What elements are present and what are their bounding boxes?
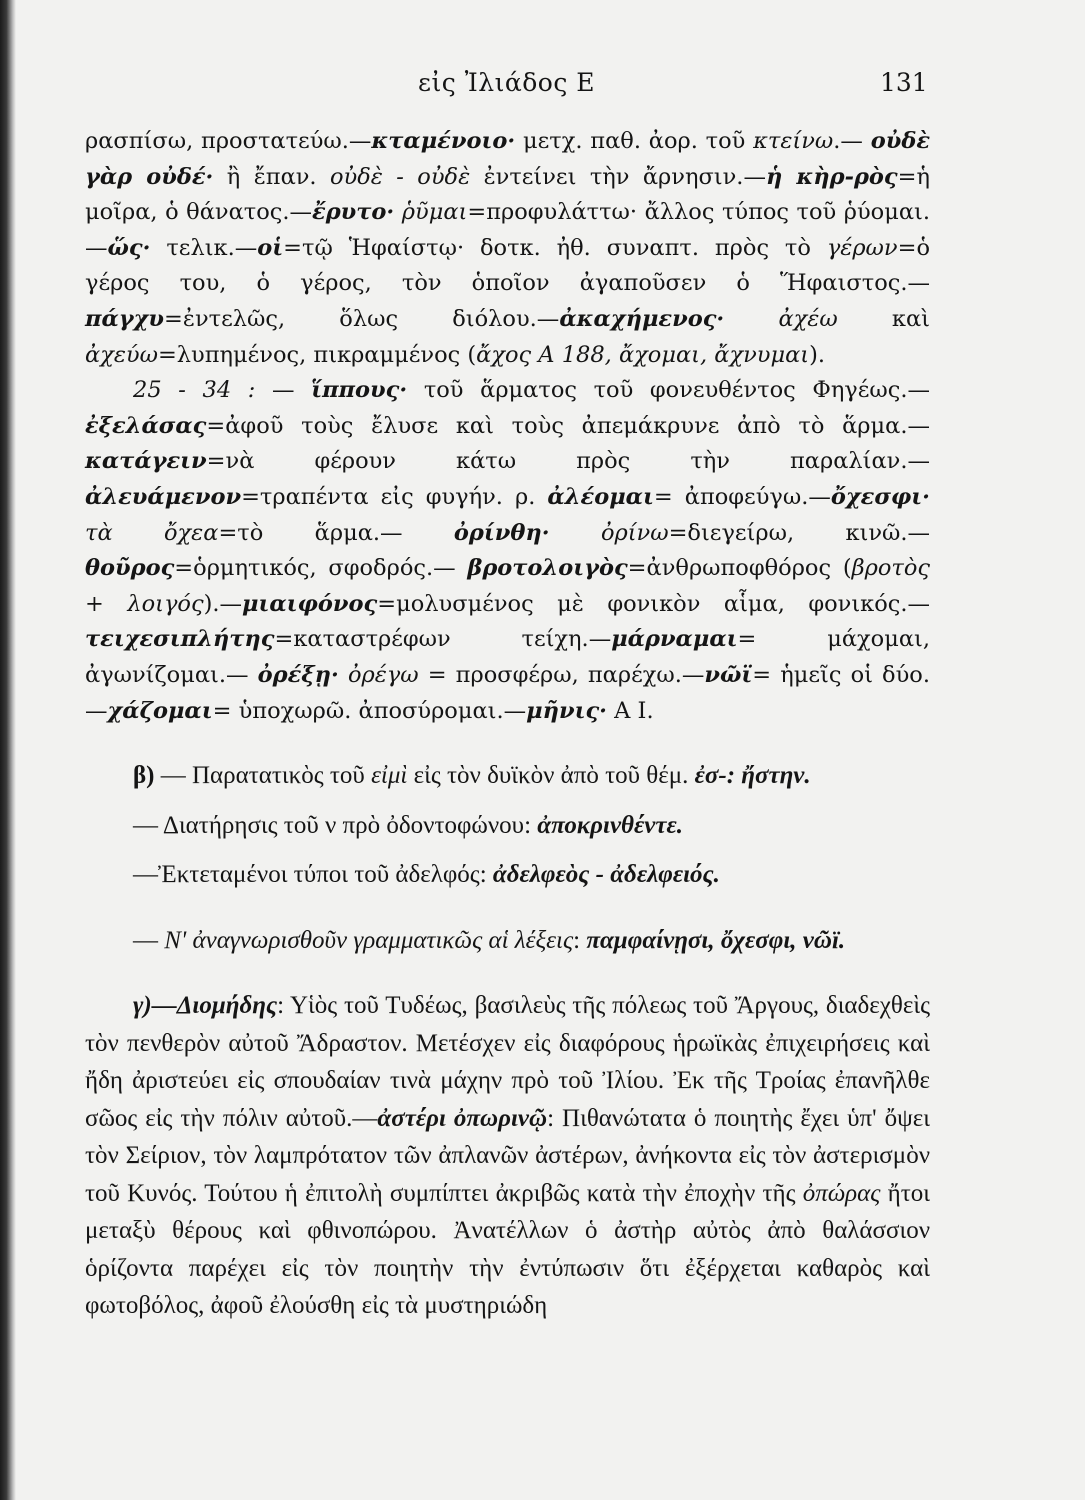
lemma-headword: μῆνις·: [526, 697, 607, 724]
text-run: =νὰ φέρουν κάτω πρὸς τὴν παραλίαν.—: [206, 448, 930, 475]
lemma-headword: ἀκαχήμενος·: [559, 305, 725, 332]
paragraph-beta-adelfos: [85, 856, 930, 894]
italic-run: τὰ ὄχεα: [85, 519, 219, 546]
text-run: : Υἱὸς τοῦ Τυδέως, βασιλεὺς τῆς πόλεως τοῦ Ἄργους, διαδεχθεὶς τὸν πενθερὸν αὐτοῦ Ἄδραστον. Μετέσχεν εἰς διαφόρους ἡρωϊκὰς ἐπιχειρήσεις καὶ ἤδη ἀριστεύει εἰς σπουδαίαν τινὰ μάχην πρὸ τοῦ Ἰλίου. Ἐκ τῆς Τροίας ἐπανῆλθε σῶος εἰς τὴν πόλιν αὐτοῦ.—: [85, 992, 930, 1132]
lemma-headword: ἐξελάσας: [85, 412, 207, 439]
italic-run: ὀρέγω: [347, 661, 419, 688]
text-run: = ἀποφεύγω.—: [653, 483, 831, 510]
text-run: = ἡμεῖς οἱ δύο.—: [85, 661, 930, 724]
text-run: — Παρατατικὸς τοῦ: [154, 762, 372, 790]
lemma-headword: παμφαίνῃσι, ὄχεσφι, νῶϊ.: [586, 926, 846, 954]
text-run: = προσφέρω, παρέχω.—: [418, 661, 705, 688]
text-run: : Πιθανώτατα ὁ ποιητὴς ἔχει ὑπ' ὄψει τὸν Σείριον, τὸν λαμπρότατον τῶν ἀπλανῶν ἀστέρων, ἀνήκοντα εἰς τὸν ἀστερισμὸν τοῦ Κυνός. Τούτου ἡ ἐπιτολὴ συμπίπτει ἀκριβῶς κατὰ τὴν ἐποχὴν τῆς: [85, 1104, 930, 1207]
text-run: —Ἐκτεταμένοι τύποι τοῦ ἀδελφός:: [133, 861, 493, 889]
paragraph-vocabulary-a: [85, 124, 930, 373]
page-gutter-shadow: [0, 0, 16, 1500]
lemma-headword: ὥς·: [107, 234, 151, 261]
text-run: =ὁρμητικός, σφοδρός.—: [174, 555, 468, 582]
lemma-headword: βροτολοιγὸς: [467, 555, 628, 582]
lemma-headword: ἀδελφεὸς - ἀδελφειός.: [492, 861, 720, 889]
section-letter: β): [133, 762, 155, 790]
italic-run: εἰμὶ: [371, 762, 408, 790]
lemma-headword: μάρναμαι: [611, 626, 738, 653]
text-run: —: [133, 926, 165, 954]
text-run: [550, 520, 601, 546]
italic-run: 25 - 34 :: [133, 377, 256, 404]
text-run: — Διατήρησις τοῦ ν πρὸ ὀδοντοφώνου:: [133, 811, 538, 839]
text-run: =διεγείρω, κινῶ.—: [668, 519, 931, 546]
lemma-headword: πάγχυ: [85, 305, 165, 332]
paragraph-beta-imperfect: [85, 757, 930, 795]
lemma-headword: χάζομαι: [107, 697, 213, 724]
text-run: = μάχομαι, ἀγωνίζομαι.—: [85, 626, 930, 688]
italic-run: ὀρίνω: [600, 519, 669, 546]
text-run: =ἀνθρωποφθόρος (: [627, 555, 852, 582]
lemma-headword: ἀποκρινθέντε.: [537, 811, 683, 839]
text-run: =ἡ μοῖρα, ὁ θάνατος.—: [85, 163, 930, 226]
text-run: εἰς τὸν δυϊκὸν ἀπὸ τοῦ θέμ.: [407, 762, 695, 790]
lemma-headword: ἀλέομαι: [547, 483, 654, 510]
paragraph-beta-nasal: [85, 807, 930, 845]
italic-run: ἀχεύω: [85, 341, 158, 368]
text-run: ἢ ἔπαν.: [213, 163, 331, 190]
lemma-headword: κταμένοιο·: [371, 128, 516, 154]
text-run: τελικ.—: [150, 234, 258, 261]
lemma-headword: κατάγειν: [85, 448, 207, 475]
italic-run: ἄχος Α 188, ἄχομαι, ἄχνυμαι: [476, 341, 810, 368]
text-run: =τὸ ἅρμα.—: [218, 519, 454, 546]
text-run: =τῷ Ἡφαίστῳ· δοτκ. ἠθ. συναπτ. πρὸς τὸ: [283, 234, 827, 261]
text-run: ).: [809, 341, 826, 368]
lemma-headword: ἵππους·: [311, 377, 408, 404]
text-run: ρασπίσω, προστατεύω.—: [85, 128, 372, 154]
lemma-headword: θοῦρος: [85, 555, 175, 582]
lemma-headword: νῶϊ: [704, 661, 753, 688]
text-run: Α Ι.: [607, 697, 654, 724]
paragraph-beta-exercise: [85, 922, 930, 960]
lemma-headword: ὄχεσφι·: [830, 483, 930, 510]
text-run: =λυπημένος, πικραμμένος (: [157, 341, 477, 368]
text-run: καὶ: [837, 305, 930, 332]
text-run: =καταστρέφων τείχη.—: [274, 626, 612, 653]
lemma-headword: ἀστέρι ὀπωρινῷ: [377, 1104, 548, 1132]
lemma-headword: ἐσ-: ἤστην.: [694, 762, 811, 790]
italic-run: ἀχέω: [778, 305, 838, 332]
text-run: ).—: [203, 590, 242, 617]
italic-run: κτείνω: [753, 128, 834, 154]
paragraph-gamma-diomedes: [85, 987, 930, 1325]
text-run: .—: [833, 128, 871, 154]
lemma-headword: ἡ κὴρ-ρὸς: [765, 163, 898, 190]
text-run: —: [255, 377, 312, 404]
text-run: [394, 199, 402, 225]
text-run: :: [573, 926, 587, 954]
lemma-headword: οἱ: [257, 234, 284, 261]
text-run: =ὁ γέρος του, ὁ γέρος, τὸν ὁποῖον ἀγαποῦσεν ὁ Ἥφαιστος.—: [85, 234, 930, 297]
text-run: τοῦ ἅρματος τοῦ φονευθέντος Φηγέως.—: [407, 377, 930, 404]
lemma-headword: γ)—Διομήδης: [133, 992, 278, 1020]
grammar-section-beta: [85, 757, 930, 959]
page-body: [85, 124, 930, 1325]
lemma-headword: ὀρίνθη·: [453, 519, 550, 546]
text-run: ἐντείνει τὴν ἄρνησιν.—: [470, 163, 766, 190]
text-run: = ὑποχωρῶ. ἀποσύρομαι.—: [212, 697, 527, 724]
running-title: εἰς Ἰλιάδος Ε: [418, 68, 596, 97]
text-run: [339, 662, 348, 688]
text-run: μετχ. παθ. ἀορ. τοῦ: [515, 128, 754, 154]
text-run: ἤτοι μεταξὺ θέρους καὶ φθινοπώρου. Ἀνατέλλων ὁ ἀστὴρ αὐτὸς ἀπὸ θαλάσσιον ὁρίζοντα παρέχει εἰς τὸν ποιητὴν τὴν ἐντύπωσιν ὅτι ἐξέρχεται καθαρὸς καὶ φωτοβόλος, ἀφοῦ ἐλούσθη εἰς τὰ μυστηριώδη: [85, 1179, 930, 1320]
italic-run: οὐδὲ - οὐδὲ: [330, 163, 471, 190]
commentary-section-gamma: [85, 987, 930, 1325]
text-run: =μολυσμένος μὲ φονικὸν αἷμα, φονικός.—: [377, 590, 931, 617]
page-header: [0, 68, 1085, 108]
lemma-headword: ἀλευάμενον: [85, 483, 242, 510]
text-run: =τραπέντα εἰς φυγήν. ρ.: [241, 483, 548, 510]
italic-run: Ν' ἀναγνωρισθοῦν γραμματικῶς αἱ λέξεις: [164, 926, 574, 954]
page-number: 131: [880, 68, 928, 97]
italic-run: γέρων: [826, 234, 898, 261]
paragraph-verses-25-34: [85, 373, 930, 729]
text-run: =ἀφοῦ τοὺς ἔλυσε καὶ τοὺς ἀπεμάκρυνε ἀπὸ τὸ ἅρμα.—: [206, 412, 930, 439]
lemma-headword: ἔρυτο·: [312, 199, 395, 226]
lemma-headword: μιαιφόνος: [242, 590, 378, 617]
lemma-headword: οὐδὲ γὰρ οὐδέ·: [85, 128, 931, 190]
text-run: [724, 306, 778, 332]
lemma-headword: ὀρέξῃ·: [257, 661, 339, 688]
lemma-headword: τειχεσιπλήτης: [85, 626, 275, 653]
italic-run: ὀπώρας: [802, 1179, 881, 1207]
text-run: =ἐντελῶς, ὅλως διόλου.—: [164, 305, 560, 332]
text-run: =προφυλάττω· ἄλλος τύπος τοῦ ῥύομαι.—: [85, 199, 930, 261]
italic-run: βροτὸς + λοιγός: [85, 555, 930, 617]
italic-run: ῥῦμαι: [401, 199, 468, 226]
